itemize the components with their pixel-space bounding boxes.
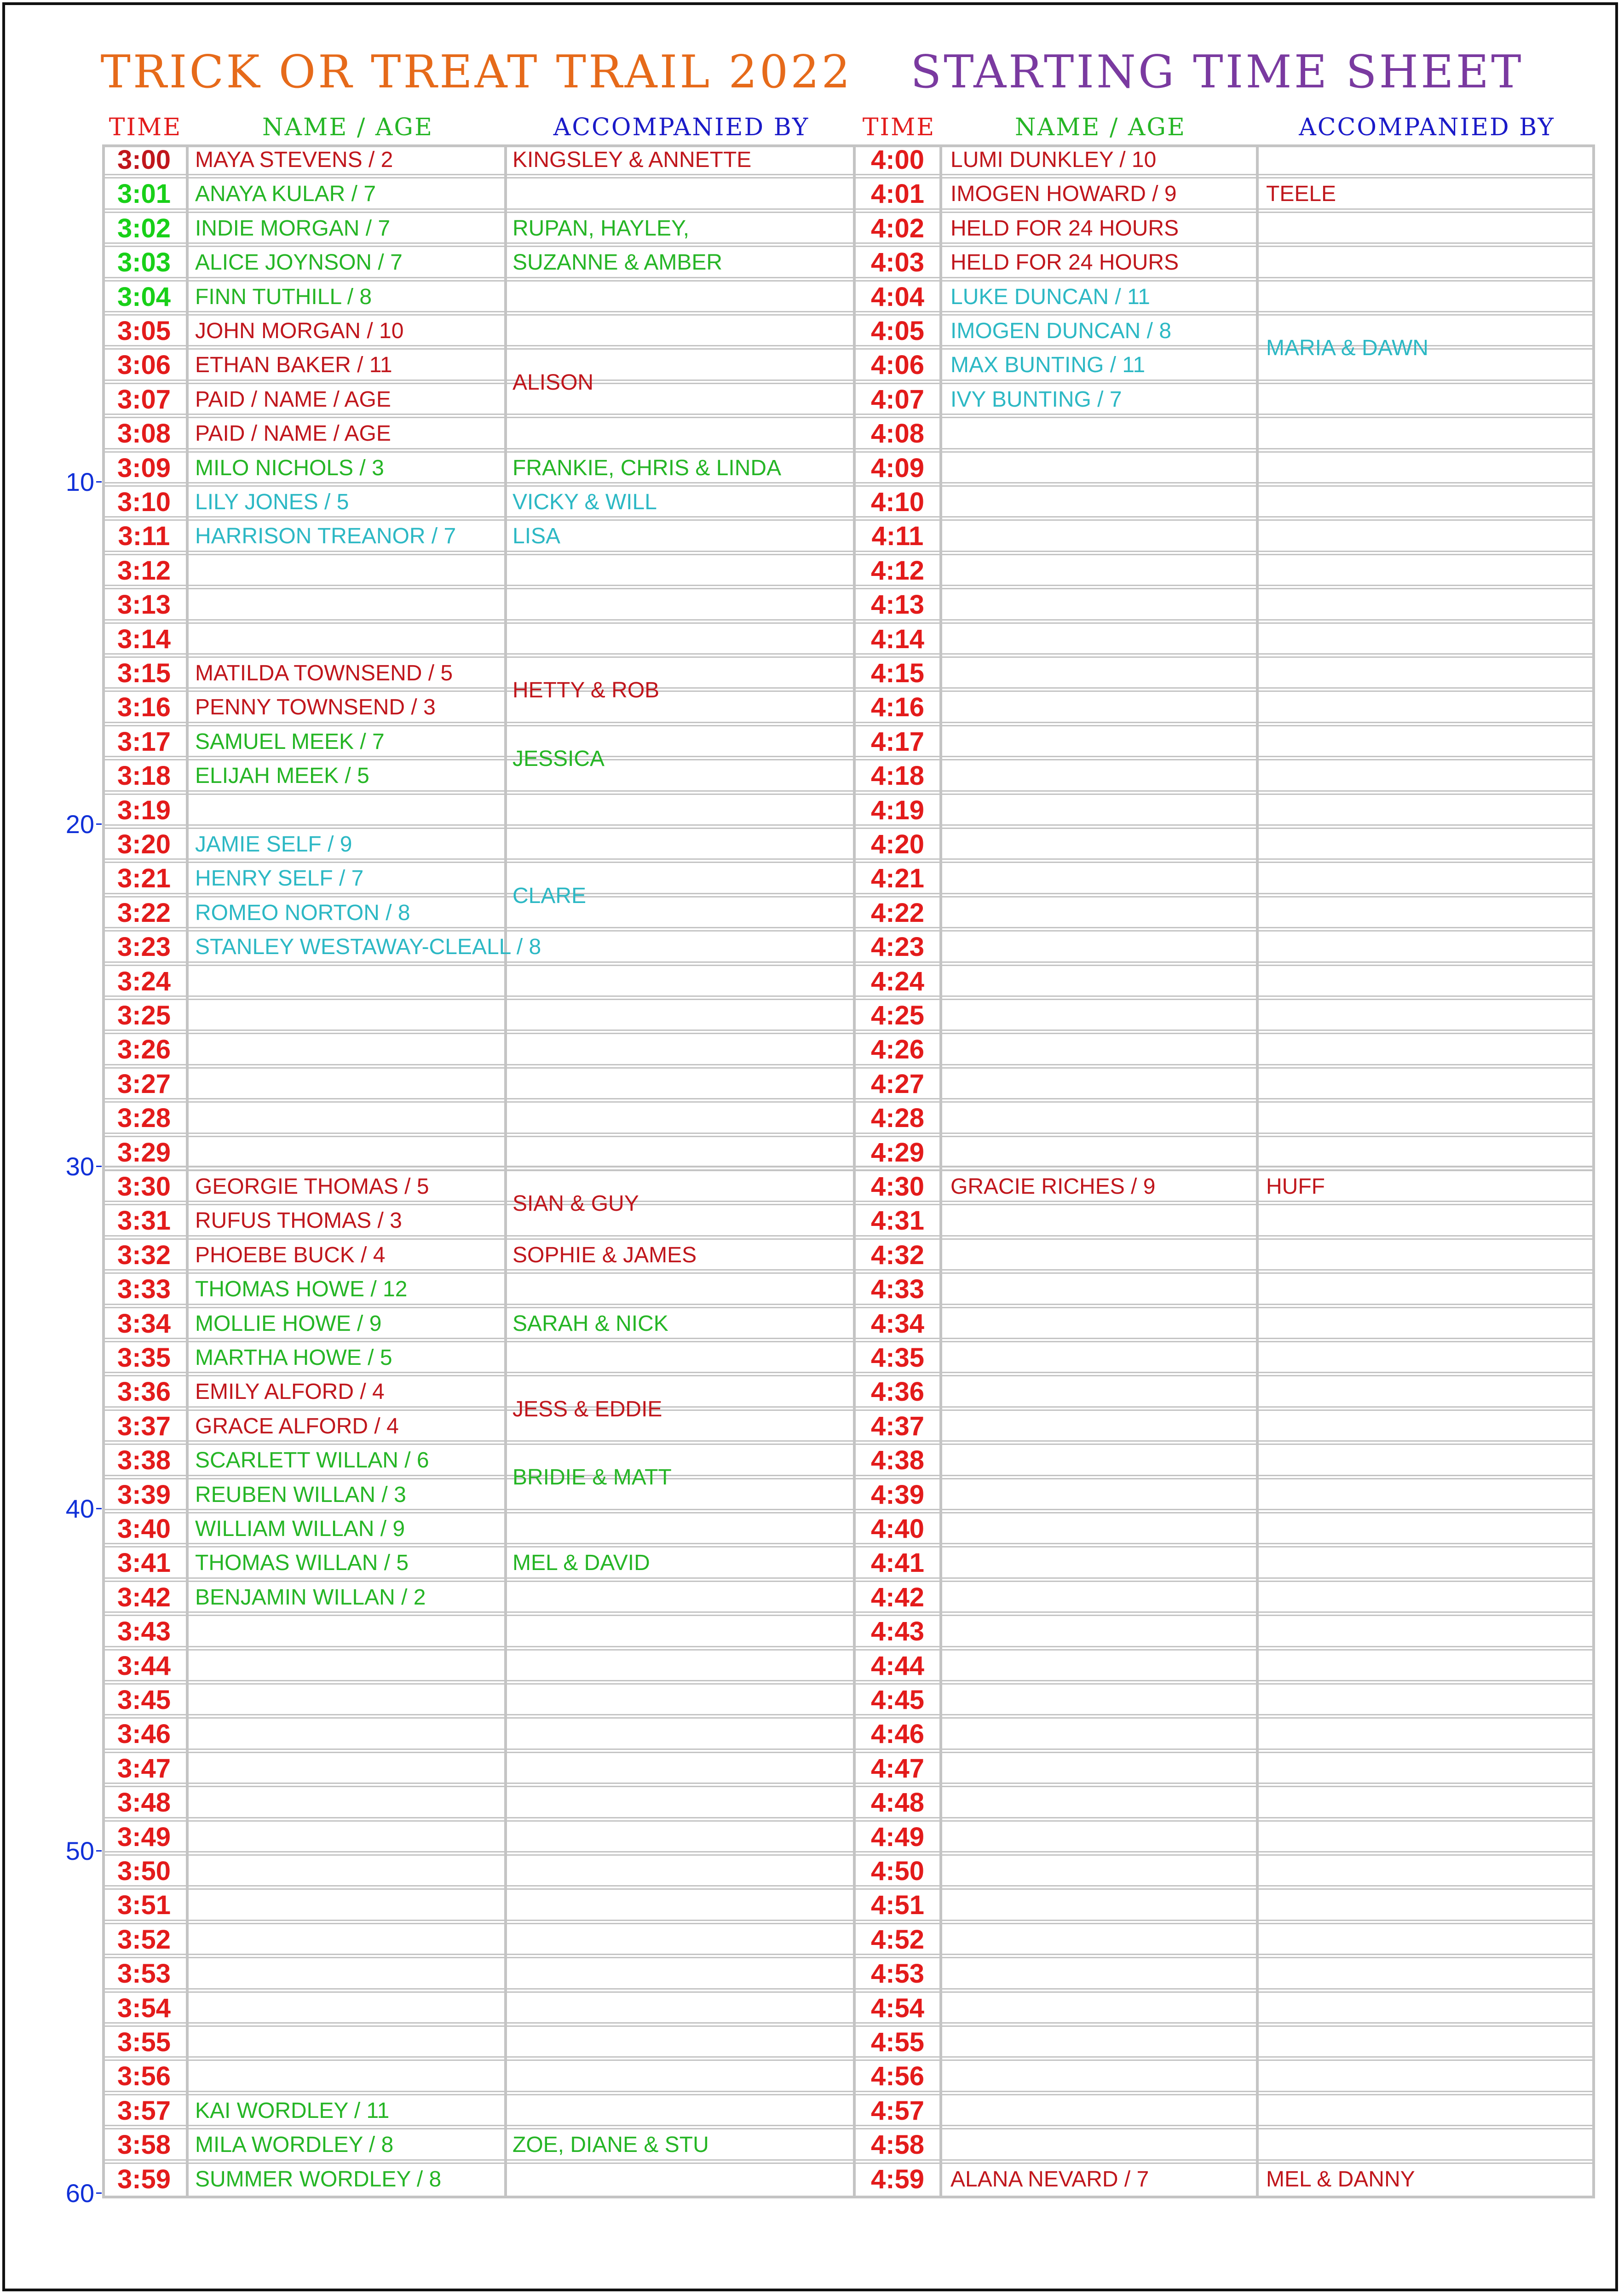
time-cell-left: 3:19 bbox=[117, 795, 171, 825]
name-age-cell: JOHN MORGAN / 10 bbox=[195, 319, 404, 343]
name-age-cell: HELD FOR 24 HOURS bbox=[950, 250, 1179, 275]
row-separator bbox=[102, 1646, 1595, 1651]
column-divider bbox=[853, 144, 856, 2198]
time-cell-right: 4:12 bbox=[870, 555, 925, 586]
name-age-cell: KAI WORDLEY / 11 bbox=[195, 2098, 390, 2123]
name-age-cell: IMOGEN DUNCAN / 8 bbox=[950, 319, 1172, 343]
time-cell-right: 4:51 bbox=[870, 1890, 925, 1921]
time-cell-right: 4:08 bbox=[870, 419, 925, 449]
name-age-cell: JAMIE SELF / 9 bbox=[195, 832, 352, 857]
row-marker bbox=[44, 1833, 94, 1869]
name-age-cell: ANAYA KULAR / 7 bbox=[195, 182, 376, 207]
header-time-left: TIME bbox=[109, 114, 182, 141]
column-divider bbox=[186, 144, 189, 2198]
time-cell-left: 3:13 bbox=[117, 590, 171, 620]
row-marker bbox=[44, 806, 94, 843]
accompanied-by-cell: SARAH & NICK bbox=[513, 1311, 668, 1336]
row-separator bbox=[102, 1133, 1595, 1137]
name-age-cell: HENRY SELF / 7 bbox=[195, 866, 364, 891]
time-cell-left: 3:41 bbox=[117, 1548, 171, 1578]
time-cell-left: 3:54 bbox=[117, 1993, 171, 2023]
name-age-cell: MAX BUNTING / 11 bbox=[950, 353, 1146, 378]
time-cell-right: 4:01 bbox=[870, 179, 925, 209]
time-cell-right: 4:37 bbox=[870, 1411, 925, 1441]
row-separator bbox=[102, 1851, 1595, 1856]
table-row bbox=[102, 966, 1595, 1000]
table-row bbox=[102, 795, 1595, 829]
time-cell-left: 3:26 bbox=[117, 1035, 171, 1065]
time-cell-left: 3:53 bbox=[117, 1959, 171, 1989]
accompanied-by-cell: ZOE, DIANE & STU bbox=[513, 2133, 709, 2157]
time-cell-left: 3:56 bbox=[117, 2061, 171, 2092]
time-cell-right: 4:05 bbox=[870, 316, 925, 346]
time-cell-right: 4:27 bbox=[870, 1069, 925, 1099]
time-cell-left: 3:05 bbox=[117, 316, 171, 346]
time-cell-left: 3:58 bbox=[117, 2130, 171, 2160]
accompanied-by-cell: BRIDIE & MATT bbox=[513, 1465, 672, 1490]
time-cell-right: 4:06 bbox=[870, 350, 925, 380]
time-cell-right: 4:24 bbox=[870, 966, 925, 996]
row-marker-label: 50 bbox=[65, 1836, 94, 1865]
time-cell-right: 4:15 bbox=[870, 658, 925, 688]
accompanied-by-cell: ALISON bbox=[513, 370, 594, 395]
row-separator bbox=[102, 653, 1595, 658]
row-marker-tick bbox=[96, 481, 102, 483]
row-marker bbox=[44, 2175, 94, 2212]
row-separator bbox=[102, 1098, 1595, 1103]
row-separator bbox=[102, 2091, 1595, 2095]
time-cell-left: 3:20 bbox=[117, 829, 171, 859]
time-cell-right: 4:17 bbox=[870, 726, 925, 757]
row-separator bbox=[102, 1885, 1595, 1890]
accompanied-by-cell: VICKY & WILL bbox=[513, 490, 657, 514]
time-cell-right: 4:35 bbox=[870, 1343, 925, 1373]
time-cell-left: 3:47 bbox=[117, 1753, 171, 1783]
time-cell-right: 4:30 bbox=[870, 1172, 925, 1202]
name-age-cell: MARTHA HOWE / 5 bbox=[195, 1346, 392, 1370]
time-cell-right: 4:23 bbox=[870, 932, 925, 962]
table-row bbox=[102, 1000, 1595, 1034]
name-age-cell: THOMAS WILLAN / 5 bbox=[195, 1551, 409, 1576]
row-separator bbox=[102, 1166, 1595, 1171]
row-separator bbox=[102, 1920, 1595, 1924]
row-separator bbox=[102, 585, 1595, 589]
time-cell-right: 4:00 bbox=[870, 145, 925, 175]
accompanied-by-cell: RUPAN, HAYLEY, bbox=[513, 216, 690, 241]
time-cell-left: 3:51 bbox=[117, 1890, 171, 1921]
time-cell-left: 3:31 bbox=[117, 1206, 171, 1236]
name-age-cell: LUKE DUNCAN / 11 bbox=[950, 284, 1150, 309]
column-divider bbox=[504, 144, 507, 2198]
time-cell-right: 4:33 bbox=[870, 1274, 925, 1305]
time-cell-left: 3:33 bbox=[117, 1274, 171, 1305]
time-cell-right: 4:32 bbox=[870, 1240, 925, 1270]
time-cell-right: 4:34 bbox=[870, 1308, 925, 1339]
table-row bbox=[102, 1958, 1595, 1992]
time-cell-left: 3:37 bbox=[117, 1411, 171, 1441]
column-divider bbox=[939, 144, 942, 2198]
name-age-cell: PAID / NAME / AGE bbox=[195, 421, 391, 446]
time-cell-left: 3:12 bbox=[117, 555, 171, 586]
row-separator bbox=[102, 1680, 1595, 1685]
time-cell-left: 3:32 bbox=[117, 1240, 171, 1270]
time-cell-left: 3:18 bbox=[117, 761, 171, 791]
accompanied-by-cell: MEL & DANNY bbox=[1266, 2167, 1415, 2191]
row-marker-tick bbox=[96, 1166, 102, 1167]
time-cell-right: 4:54 bbox=[870, 1993, 925, 2023]
header-accompanied-left: ACCOMPANIED BY bbox=[553, 114, 810, 141]
row-marker bbox=[44, 464, 94, 500]
row-separator bbox=[102, 1817, 1595, 1822]
row-marker bbox=[44, 1490, 94, 1527]
time-cell-left: 3:59 bbox=[117, 2164, 171, 2194]
time-cell-right: 4:19 bbox=[870, 795, 925, 825]
time-cell-left: 3:25 bbox=[117, 1001, 171, 1030]
time-cell-right: 4:28 bbox=[870, 1103, 925, 1133]
accompanied-by-cell: TEELE bbox=[1266, 182, 1336, 207]
row-marker-label: 40 bbox=[65, 1494, 94, 1523]
time-cell-right: 4:46 bbox=[870, 1719, 925, 1749]
accompanied-by-cell: KINGSLEY & ANNETTE bbox=[513, 148, 752, 172]
time-cell-right: 4:40 bbox=[870, 1514, 925, 1544]
row-separator bbox=[102, 824, 1595, 829]
name-age-cell: GEORGIE THOMAS / 5 bbox=[195, 1174, 429, 1199]
time-cell-left: 3:55 bbox=[117, 2027, 171, 2057]
name-age-cell: RUFUS THOMAS / 3 bbox=[195, 1208, 402, 1233]
row-marker-label: 30 bbox=[65, 1152, 94, 1181]
time-cell-left: 3:34 bbox=[117, 1308, 171, 1339]
time-cell-left: 3:57 bbox=[117, 2095, 171, 2126]
name-age-cell: ROMEO NORTON / 8 bbox=[195, 900, 410, 925]
name-age-cell: PENNY TOWNSEND / 3 bbox=[195, 695, 436, 720]
row-separator bbox=[102, 2022, 1595, 2027]
time-cell-left: 3:29 bbox=[117, 1137, 171, 1168]
name-age-cell: MILA WORDLEY / 8 bbox=[195, 2133, 394, 2157]
time-cell-left: 3:00 bbox=[117, 145, 171, 175]
time-cell-right: 4:03 bbox=[870, 247, 925, 278]
time-cell-right: 4:02 bbox=[870, 213, 925, 243]
table-row bbox=[102, 2027, 1595, 2061]
time-cell-left: 3:27 bbox=[117, 1069, 171, 1099]
time-cell-right: 4:42 bbox=[870, 1582, 925, 1612]
accompanied-by-cell: SOPHIE & JAMES bbox=[513, 1242, 697, 1267]
time-cell-left: 3:22 bbox=[117, 897, 171, 928]
time-cell-right: 4:57 bbox=[870, 2095, 925, 2126]
row-separator bbox=[102, 1064, 1595, 1069]
name-age-cell: BENJAMIN WILLAN / 2 bbox=[195, 1585, 426, 1610]
name-age-cell: GRACIE RICHES / 9 bbox=[950, 1174, 1156, 1199]
time-cell-left: 3:38 bbox=[117, 1445, 171, 1476]
time-cell-right: 4:10 bbox=[870, 487, 925, 517]
time-cell-right: 4:14 bbox=[870, 624, 925, 654]
time-cell-right: 4:48 bbox=[870, 1788, 925, 1818]
name-age-cell: INDIE MORGAN / 7 bbox=[195, 216, 391, 241]
time-cell-right: 4:04 bbox=[870, 282, 925, 312]
row-marker bbox=[44, 1148, 94, 1185]
row-separator bbox=[102, 2056, 1595, 2061]
time-cell-left: 3:50 bbox=[117, 1856, 171, 1886]
row-marker-tick bbox=[96, 823, 102, 825]
accompanied-by-cell: JESS & EDDIE bbox=[513, 1397, 662, 1421]
name-age-cell: ELIJAH MEEK / 5 bbox=[195, 764, 369, 788]
accompanied-by-cell: HUFF bbox=[1266, 1174, 1325, 1199]
name-age-cell: SUMMER WORDLEY / 8 bbox=[195, 2167, 442, 2191]
time-cell-left: 3:02 bbox=[117, 213, 171, 243]
table-row bbox=[102, 1993, 1595, 2027]
row-marker-tick bbox=[96, 2192, 102, 2194]
name-age-cell: HELD FOR 24 HOURS bbox=[950, 216, 1179, 241]
table-row bbox=[102, 555, 1595, 589]
row-separator bbox=[102, 1714, 1595, 1719]
table-row bbox=[102, 1787, 1595, 1821]
header-accompanied-right: ACCOMPANIED BY bbox=[1299, 114, 1555, 141]
time-cell-right: 4:11 bbox=[871, 521, 924, 552]
table-row bbox=[102, 1137, 1595, 1171]
time-cell-left: 3:16 bbox=[117, 692, 171, 723]
row-marker-label: 20 bbox=[65, 810, 94, 839]
time-cell-right: 4:31 bbox=[870, 1206, 925, 1236]
table-row bbox=[102, 1753, 1595, 1787]
table-row bbox=[102, 1890, 1595, 1924]
name-age-cell: STANLEY WESTAWAY-CLEALL / 8 bbox=[195, 935, 541, 960]
time-cell-right: 4:55 bbox=[870, 2027, 925, 2057]
time-cell-left: 3:46 bbox=[117, 1719, 171, 1749]
time-cell-right: 4:39 bbox=[870, 1479, 925, 1510]
accompanied-by-cell: JESSICA bbox=[513, 747, 605, 771]
time-cell-left: 3:43 bbox=[117, 1616, 171, 1647]
accompanied-by-cell: MARIA & DAWN bbox=[1266, 336, 1428, 361]
time-cell-right: 4:38 bbox=[870, 1445, 925, 1476]
name-age-cell: LUMI DUNKLEY / 10 bbox=[950, 148, 1157, 172]
time-cell-left: 3:21 bbox=[117, 863, 171, 894]
time-cell-left: 3:48 bbox=[117, 1788, 171, 1818]
time-cell-right: 4:44 bbox=[870, 1651, 925, 1681]
time-cell-right: 4:41 bbox=[870, 1548, 925, 1578]
time-cell-left: 3:36 bbox=[117, 1377, 171, 1407]
time-cell-right: 4:20 bbox=[870, 829, 925, 859]
time-cell-left: 3:10 bbox=[117, 487, 171, 517]
row-separator bbox=[102, 619, 1595, 624]
time-cell-left: 3:03 bbox=[117, 247, 171, 278]
accompanied-by-cell: SIAN & GUY bbox=[513, 1191, 639, 1216]
time-cell-right: 4:09 bbox=[870, 453, 925, 483]
header-name-left: NAME / AGE bbox=[262, 114, 433, 141]
name-age-cell: SCARLETT WILLAN / 6 bbox=[195, 1448, 429, 1473]
accompanied-by-cell: LISA bbox=[513, 524, 561, 549]
name-age-cell: ALICE JOYNSON / 7 bbox=[195, 250, 403, 275]
name-age-cell: PAID / NAME / AGE bbox=[195, 387, 391, 412]
page-title bbox=[0, 46, 1624, 106]
time-cell-left: 3:09 bbox=[117, 453, 171, 483]
time-cell-right: 4:43 bbox=[870, 1616, 925, 1647]
accompanied-by-cell: MEL & DAVID bbox=[513, 1551, 650, 1576]
name-age-cell: MAYA STEVENS / 2 bbox=[195, 148, 393, 172]
table-row bbox=[102, 1616, 1595, 1650]
header-name-right: NAME / AGE bbox=[1015, 114, 1186, 141]
time-cell-right: 4:26 bbox=[870, 1035, 925, 1065]
accompanied-by-cell: SUZANNE & AMBER bbox=[513, 250, 723, 275]
name-age-cell: IMOGEN HOWARD / 9 bbox=[950, 182, 1177, 207]
time-cell-left: 3:44 bbox=[117, 1651, 171, 1681]
time-cell-left: 3:39 bbox=[117, 1479, 171, 1510]
row-marker-tick bbox=[96, 1850, 102, 1852]
time-cell-left: 3:28 bbox=[117, 1103, 171, 1133]
time-cell-left: 3:49 bbox=[117, 1822, 171, 1852]
row-marker-tick bbox=[96, 1508, 102, 1509]
table-row bbox=[102, 1719, 1595, 1753]
name-age-cell: IVY BUNTING / 7 bbox=[950, 387, 1122, 412]
time-cell-right: 4:25 bbox=[870, 1001, 925, 1030]
table-row bbox=[102, 1924, 1595, 1958]
time-cell-left: 3:14 bbox=[117, 624, 171, 654]
row-separator bbox=[102, 1749, 1595, 1753]
table-row bbox=[102, 1103, 1595, 1137]
table-row bbox=[102, 1685, 1595, 1719]
table-row bbox=[102, 1822, 1595, 1856]
time-cell-left: 3:08 bbox=[117, 419, 171, 449]
time-cell-right: 4:21 bbox=[870, 863, 925, 894]
name-age-cell: LILY JONES / 5 bbox=[195, 490, 349, 514]
name-age-cell: ETHAN BAKER / 11 bbox=[195, 353, 392, 378]
accompanied-by-cell: CLARE bbox=[513, 883, 587, 908]
table-row bbox=[102, 1034, 1595, 1068]
time-cell-right: 4:53 bbox=[870, 1959, 925, 1989]
name-age-cell: HARRISON TREANOR / 7 bbox=[195, 524, 456, 549]
time-cell-left: 3:17 bbox=[117, 726, 171, 757]
time-cell-left: 3:40 bbox=[117, 1514, 171, 1544]
time-cell-left: 3:24 bbox=[117, 966, 171, 996]
time-cell-right: 4:07 bbox=[870, 384, 925, 414]
row-separator bbox=[102, 995, 1595, 1000]
name-age-cell: THOMAS HOWE / 12 bbox=[195, 1277, 408, 1302]
name-age-cell: GRACE ALFORD / 4 bbox=[195, 1414, 399, 1438]
name-age-cell: MOLLIE HOWE / 9 bbox=[195, 1311, 382, 1336]
name-age-cell: ALANA NEVARD / 7 bbox=[950, 2167, 1149, 2191]
time-cell-left: 3:23 bbox=[117, 932, 171, 962]
accompanied-by-cell: FRANKIE, CHRIS & LINDA bbox=[513, 455, 782, 480]
time-cell-right: 4:56 bbox=[870, 2061, 925, 2092]
time-cell-right: 4:13 bbox=[870, 590, 925, 620]
name-age-cell: FINN TUTHILL / 8 bbox=[195, 284, 372, 309]
time-cell-right: 4:59 bbox=[870, 2164, 925, 2194]
time-cell-left: 3:07 bbox=[117, 384, 171, 414]
time-cell-right: 4:52 bbox=[870, 1924, 925, 1955]
title-event: TRICK OR TREAT TRAIL 2022 bbox=[100, 46, 852, 98]
time-cell-right: 4:49 bbox=[870, 1822, 925, 1852]
table-row bbox=[102, 2061, 1595, 2095]
time-cell-left: 3:35 bbox=[117, 1343, 171, 1373]
table-row bbox=[102, 1651, 1595, 1685]
column-divider bbox=[1256, 144, 1259, 2198]
table-row bbox=[102, 624, 1595, 658]
time-cell-left: 3:45 bbox=[117, 1685, 171, 1715]
time-cell-right: 4:47 bbox=[870, 1753, 925, 1783]
header-time-right: TIME bbox=[862, 114, 936, 141]
name-age-cell: MATILDA TOWNSEND / 5 bbox=[195, 661, 453, 685]
table-row bbox=[102, 1856, 1595, 1890]
time-cell-left: 3:15 bbox=[117, 658, 171, 688]
row-separator bbox=[102, 1030, 1595, 1034]
time-cell-left: 3:30 bbox=[117, 1172, 171, 1202]
name-age-cell: EMILY ALFORD / 4 bbox=[195, 1380, 385, 1404]
time-cell-left: 3:42 bbox=[117, 1582, 171, 1612]
name-age-cell: PHOEBE BUCK / 4 bbox=[195, 1242, 386, 1267]
time-cell-right: 4:58 bbox=[870, 2130, 925, 2160]
time-cell-left: 3:06 bbox=[117, 350, 171, 380]
time-cell-left: 3:11 bbox=[118, 521, 170, 552]
row-separator bbox=[102, 1988, 1595, 1993]
time-cell-right: 4:22 bbox=[870, 897, 925, 928]
row-separator bbox=[102, 1954, 1595, 1958]
row-marker-label: 60 bbox=[65, 2179, 94, 2208]
name-age-cell: WILLIAM WILLAN / 9 bbox=[195, 1517, 405, 1541]
accompanied-by-cell: HETTY & ROB bbox=[513, 678, 660, 703]
time-cell-right: 4:18 bbox=[870, 761, 925, 791]
name-age-cell: SAMUEL MEEK / 7 bbox=[195, 729, 385, 754]
row-marker-label: 10 bbox=[65, 467, 94, 496]
time-cell-right: 4:36 bbox=[870, 1377, 925, 1407]
row-separator bbox=[102, 1783, 1595, 1787]
name-age-cell: MILO NICHOLS / 3 bbox=[195, 455, 384, 480]
time-cell-left: 3:52 bbox=[117, 1924, 171, 1955]
time-cell-right: 4:45 bbox=[870, 1685, 925, 1715]
name-age-cell: REUBEN WILLAN / 3 bbox=[195, 1482, 406, 1507]
table-row bbox=[102, 589, 1595, 623]
table-row bbox=[102, 1069, 1595, 1103]
time-cell-left: 3:01 bbox=[117, 179, 171, 209]
time-cell-left: 3:04 bbox=[117, 282, 171, 312]
time-cell-right: 4:50 bbox=[870, 1856, 925, 1886]
time-cell-right: 4:29 bbox=[870, 1137, 925, 1168]
time-cell-right: 4:16 bbox=[870, 692, 925, 723]
title-sheet: STARTING TIME SHEET bbox=[910, 46, 1524, 98]
